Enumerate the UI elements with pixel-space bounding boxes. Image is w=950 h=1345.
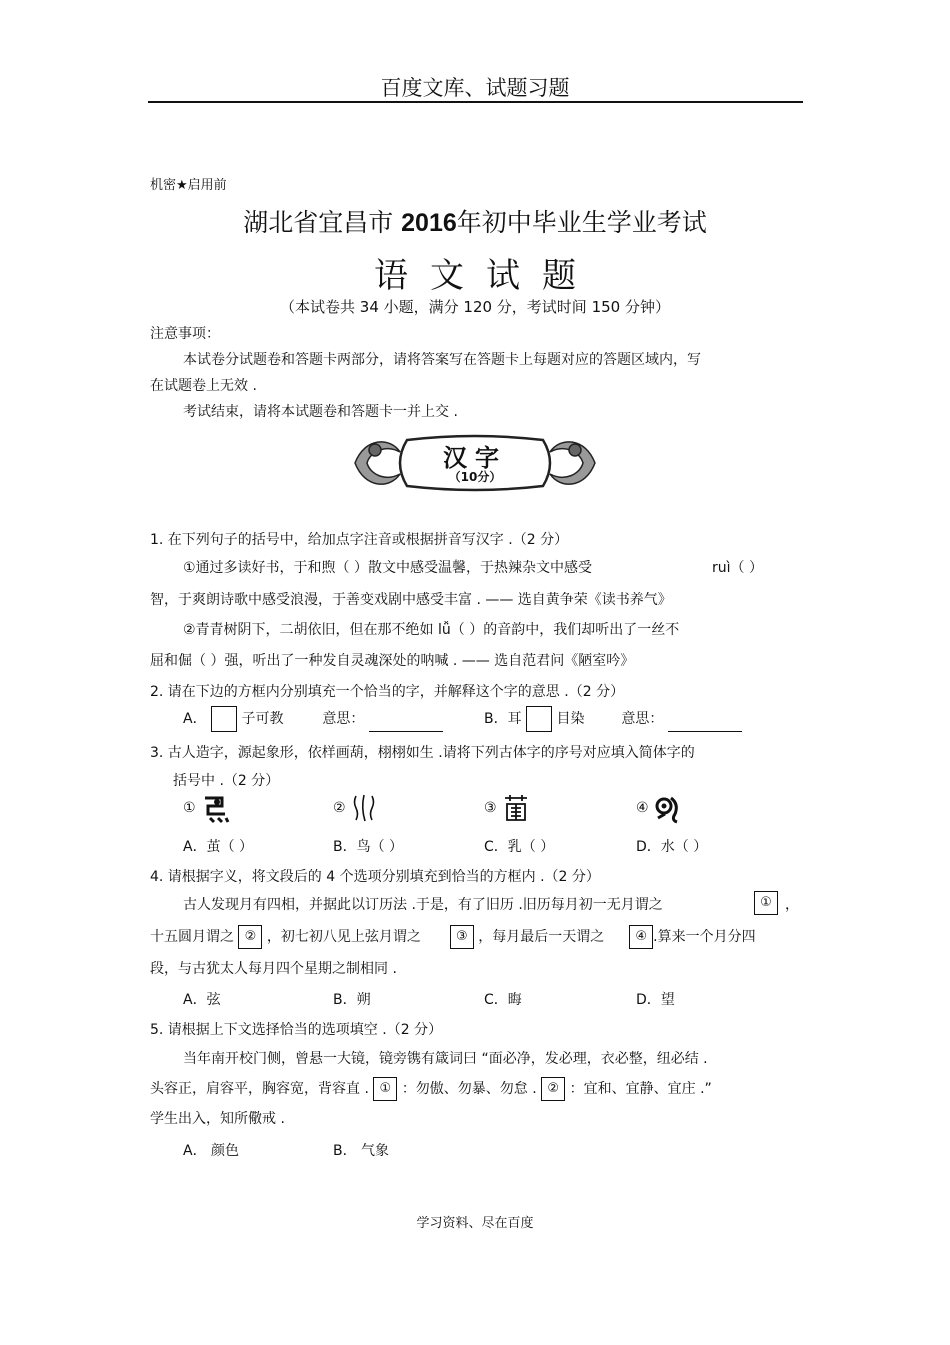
q1-line2: 智，于爽朗诗歌中感受浪漫，于善变戏剧中感受丰富 . —— 选自黄争荣《读书养气》 (150, 592, 672, 608)
q3-option-c: C．乳（ ） (484, 839, 555, 855)
q4-p2b: ，初七初八见上弦月谓之 (266, 929, 421, 945)
q1-line1a: ①通过多读好书，于和煦（ ）散文中感受温馨，于热辣杂文中感受 (183, 560, 592, 576)
q2-stem: 2. 请在下边的方框内分别填充一个恰当的字，并解释这个字的意思 .（2 分） (150, 684, 625, 700)
q2-a-meaning-blank[interactable] (369, 719, 443, 732)
q4-comma: ， (785, 897, 799, 913)
title-year: 2016 (401, 209, 457, 237)
q4-para1: 古人发现月有四相，并据此以订历法 .于是，有了旧历 .旧历每月初一无月谓之 (183, 897, 663, 913)
notice-line3: 考试结束，请将本试题卷和答题卡一并上交 . (183, 404, 458, 420)
notice-line1: 本试卷分试题卷和答题卡两部分，请将答案写在答题卡上每题对应的答题区域内，写 (183, 352, 701, 368)
title-part2: 年初中毕业生学业考试 (456, 208, 707, 237)
q5-box-2[interactable]: ② (541, 1077, 565, 1101)
q4-option-c: C．晦 (484, 992, 522, 1008)
q2-a-meaning-label: 意思： (322, 711, 365, 727)
q3-glyph-4 (636, 792, 683, 824)
q4-p2a: 十五圆月谓之 (150, 929, 234, 945)
q4-stem: 4. 请根据字义，将文段后的 4 个选项分别填充到恰当的方框内 .（2 分） (150, 869, 600, 885)
header-rule (148, 101, 803, 103)
exam-title (0, 203, 950, 239)
seal-bird-icon (200, 792, 230, 824)
q1-line4: 屈和倔（ ）强，听出了一种发自灵魂深处的呐喊 . —— 选自范君问《陋室吟》 (150, 653, 635, 669)
q3-num-4: ④ (636, 800, 649, 816)
q3-stem: 3. 古人造字，源起象形，依样画葫，栩栩如生 .请将下列古体字的序号对应填入简体字的 (150, 745, 695, 761)
q4-p2d: .算来一个月分四 (653, 929, 756, 945)
q5-para1: 当年南开校门侧，曾悬一大镜，镜旁镌有箴词曰 “面必净，发必理，衣必整，纽必结 . (183, 1051, 708, 1067)
page-footer: 学习资料、尽在百度 (416, 1216, 534, 1231)
q4-box-1[interactable]: ① (754, 891, 778, 915)
q5-option-b: B． 气象 (333, 1143, 390, 1159)
q3-glyph-2 (333, 792, 380, 824)
section-badge (345, 432, 605, 494)
q3-num-1: ① (183, 800, 196, 816)
q5-box-1[interactable]: ① (373, 1077, 397, 1101)
q2-a-answer-box[interactable] (211, 706, 237, 732)
q1-stem: 1. 在下列句子的括号中，给加点字注音或根据拼音写汉字 .（2 分） (150, 532, 569, 548)
q1-line3: ②青青树阴下，二胡依旧，但在那不绝如 lǚ（ ）的音韵中，我们却听出了一丝不 (183, 622, 680, 638)
seal-water-icon (350, 792, 380, 824)
q4-option-d: D．望 (636, 992, 675, 1008)
q2-b-label: B．耳 (484, 711, 522, 727)
q4-box-3[interactable]: ③ (450, 925, 474, 949)
q2-option-b (484, 706, 742, 732)
q3-glyph-3 (484, 792, 531, 824)
seal-cocoon-icon (501, 792, 531, 824)
q5-p2c: ：宜和、宜静、宜庄 .” (569, 1081, 712, 1097)
q3-num-2: ② (333, 800, 346, 816)
q3-num-3: ③ (484, 800, 497, 816)
q3-option-d: D．水（ ） (636, 839, 708, 855)
notice-label: 注意事项： (150, 326, 220, 342)
q2-b-text: 目染 (556, 711, 585, 727)
q4-option-b: B．朔 (333, 992, 371, 1008)
q4-option-a: A．弦 (183, 992, 221, 1008)
q2-b-meaning-label: 意思： (621, 711, 664, 727)
q5-p2b: ：勿傲、勿暴、勿怠 . (401, 1081, 537, 1097)
q4-para2 (150, 925, 756, 949)
q5-p2a: 头容正，肩容平，胸容宽，背容直 . (150, 1081, 369, 1097)
q2-a-label: A． (183, 711, 207, 727)
page-header: 百度文库、试题习题 (380, 76, 570, 100)
subject-title: 语文试题 (374, 256, 598, 296)
badge-title: 汉字 (443, 443, 507, 472)
q4-para3: 段，与古犹太人每月四个星期之制相同 . (150, 961, 397, 977)
q3-option-b: B．鸟（ ） (333, 839, 404, 855)
seal-milk-icon (653, 792, 683, 824)
notice-line2: 在试题卷上无效 . (150, 378, 257, 394)
q3-option-a: A．茧（ ） (183, 839, 254, 855)
q3-glyph-1 (183, 792, 230, 824)
q5-stem: 5. 请根据上下文选择恰当的选项填空 .（2 分） (150, 1022, 443, 1038)
q3-stem2: 括号中 .（2 分） (173, 773, 280, 789)
q2-b-meaning-blank[interactable] (668, 719, 742, 732)
q4-box-4[interactable]: ④ (629, 925, 653, 949)
badge-score: （10分） (448, 470, 502, 484)
q5-para2 (150, 1077, 712, 1101)
q5-option-a: A． 颜色 (183, 1143, 240, 1159)
q2-option-a (183, 706, 443, 732)
q4-box-2[interactable]: ② (238, 925, 262, 949)
q2-a-text: 子可教 (241, 711, 284, 727)
q2-b-answer-box[interactable] (526, 706, 552, 732)
exam-info: （本试卷共 34 小题，满分 120 分，考试时间 150 分钟） (280, 298, 670, 316)
q5-para3: 学生出入，知所儆戒 . (150, 1111, 285, 1127)
q1-line1b: ruì（ ） (712, 560, 763, 576)
q4-p2c: ，每月最后一天谓之 (478, 929, 605, 945)
secret-note: 机密★启用前 (150, 178, 227, 193)
title-part1: 湖北省宜昌市 (243, 208, 402, 237)
